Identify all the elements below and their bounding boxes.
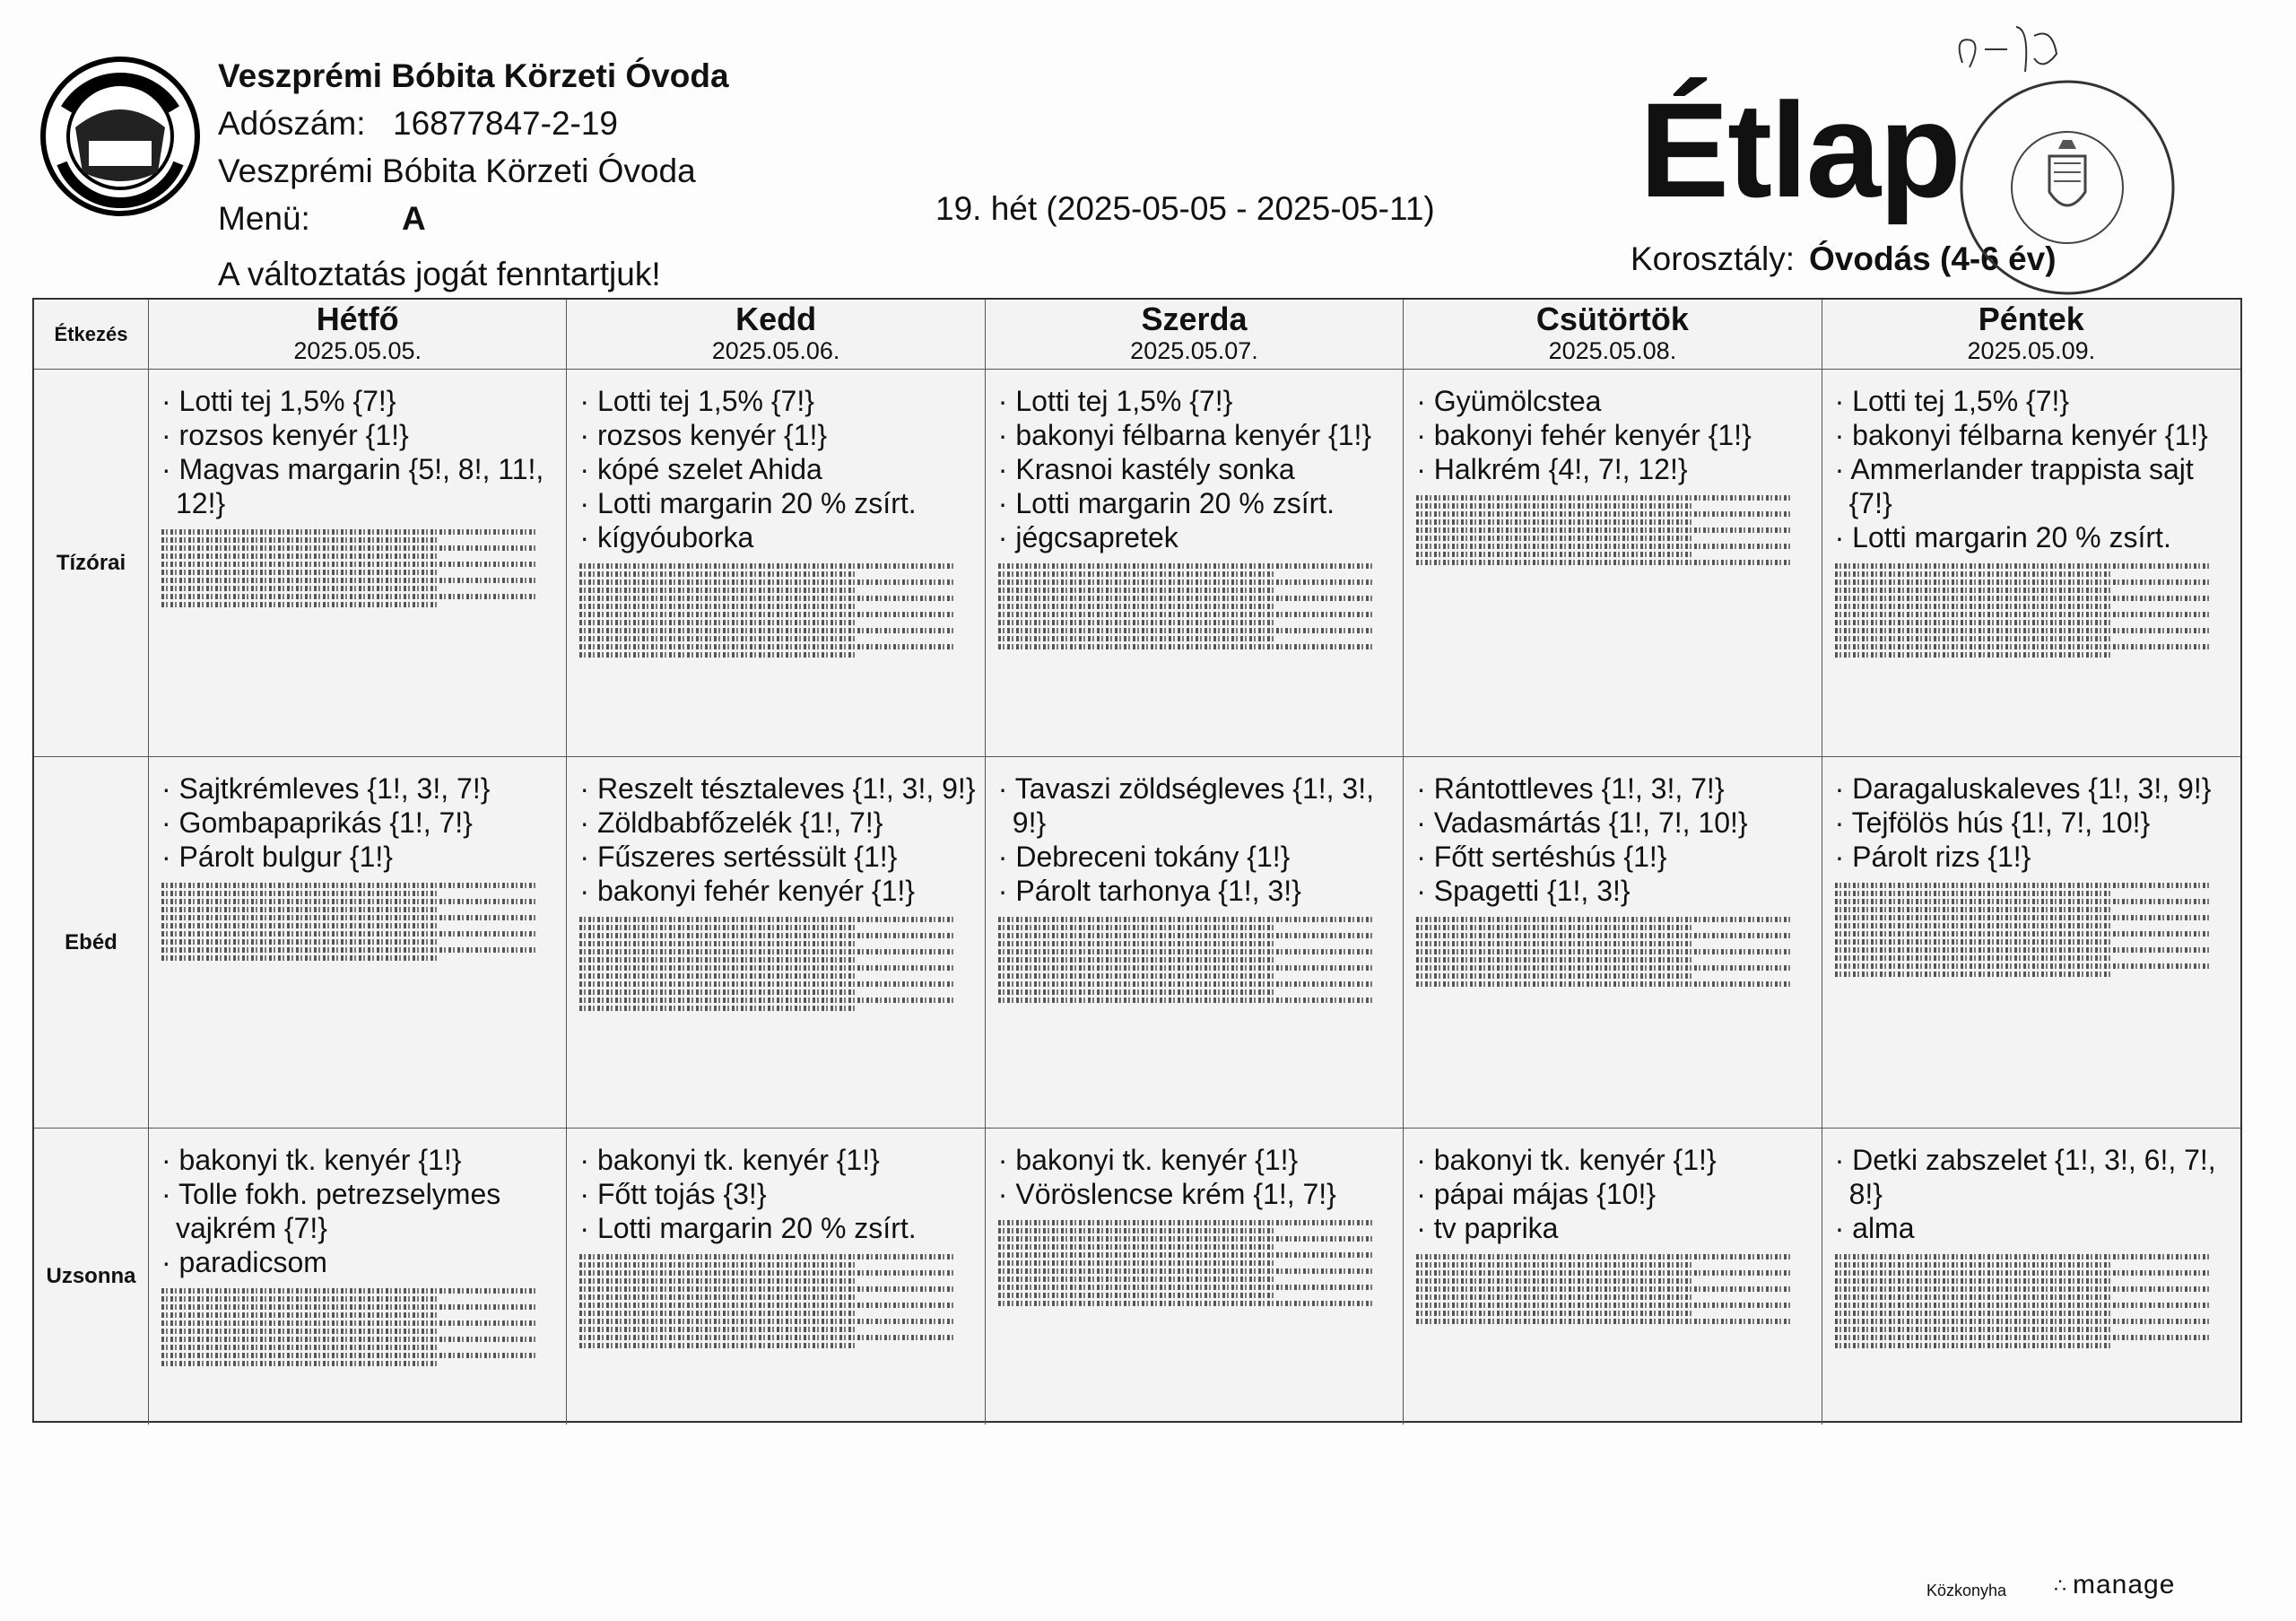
- nutrition-line: [1416, 941, 1693, 946]
- nutrition-line: [1416, 1262, 1693, 1268]
- day-date: 2025.05.06.: [711, 337, 840, 364]
- nutrition-line: [579, 981, 955, 987]
- nutrition-line: [579, 917, 955, 922]
- week-range: 19. hét (2025-05-05 - 2025-05-11): [935, 190, 1435, 227]
- nutrition-line: [1416, 536, 1693, 541]
- nutrition-line: [1835, 1262, 2113, 1268]
- nutrition-line: [1416, 949, 1792, 954]
- nutrition-line: [1835, 620, 2113, 625]
- nutrition-line: [1835, 604, 2113, 609]
- menu-item: · paradicsom: [161, 1245, 557, 1279]
- nutrition-line: [1416, 503, 1693, 509]
- nutrition-line: [1416, 965, 1792, 971]
- nutrition-line: [579, 1303, 955, 1308]
- nutrition-line: [998, 596, 1374, 601]
- nutrition-line: [1835, 1270, 2212, 1276]
- nutrition-line: [579, 636, 857, 641]
- nutrition-line: [579, 612, 955, 617]
- nutrition-line: [161, 1304, 537, 1310]
- menu-item-list: [1835, 384, 2231, 554]
- nutrition-line: [161, 1361, 439, 1366]
- menu-item: · Lotti tej 1,5% {7!}: [998, 384, 1394, 418]
- nutrition-line: [1416, 1319, 1792, 1324]
- menu-item: · Gombapaprikás {1!, 7!}: [161, 806, 557, 840]
- nutrition-info: [1416, 495, 1812, 565]
- nutrition-line: [161, 915, 537, 920]
- age-value: Óvodás (4-6 év): [1809, 240, 2057, 277]
- menu-item: · Lotti margarin 20 % zsírt.: [579, 486, 975, 520]
- menu-item: · rozsos kenyér {1!}: [161, 418, 557, 452]
- menu-item: · Vöröslencse krém {1!, 7!}: [998, 1177, 1394, 1211]
- menu-item: · Detki zabszelet {1!, 3!, 6!, 7!, 8!}: [1835, 1143, 2231, 1211]
- nutrition-line: [161, 1296, 439, 1302]
- menu-item: · Tejfölös hús {1!, 7!, 10!}: [1835, 806, 2231, 840]
- nutrition-line: [998, 989, 1275, 995]
- menu-item: · kígyóuborka: [579, 520, 975, 554]
- nutrition-info: [1416, 1254, 1812, 1324]
- nutrition-line: [998, 1268, 1374, 1274]
- nutrition-line: [161, 931, 537, 937]
- menu-item: · bakonyi tk. kenyér {1!}: [579, 1143, 975, 1177]
- menu-item: · Lotti margarin 20 % zsírt.: [998, 486, 1394, 520]
- nutrition-line: [161, 1312, 439, 1318]
- menu-item: · bakonyi félbarna kenyér {1!}: [1835, 418, 2231, 452]
- menu-item: · Lotti margarin 20 % zsírt.: [1835, 520, 2231, 554]
- nutrition-line: [998, 933, 1374, 938]
- menu-item: · Lotti margarin 20 % zsírt.: [579, 1211, 975, 1245]
- menu-cell: [149, 757, 567, 1129]
- menu-item: · Rántottleves {1!, 3!, 7!}: [1416, 771, 1812, 806]
- nutrition-line: [1835, 947, 2212, 953]
- nutrition-line: [1835, 907, 2113, 912]
- nutrition-line: [1416, 957, 1693, 963]
- nutrition-line: [1416, 973, 1693, 979]
- nutrition-line: [161, 578, 537, 583]
- nutrition-line: [1835, 636, 2113, 641]
- institution-name: Veszprémi Bóbita Körzeti Óvoda: [218, 153, 696, 189]
- nutrition-line: [998, 571, 1275, 577]
- nutrition-line: [1835, 644, 2212, 649]
- nutrition-line: [998, 925, 1275, 930]
- nutrition-line: [1416, 933, 1792, 938]
- nutrition-line: [579, 620, 857, 625]
- nutrition-line: [1835, 915, 2212, 920]
- nutrition-line: [161, 570, 439, 575]
- nutrition-line: [998, 628, 1374, 633]
- day-name: Szerda: [1141, 301, 1248, 337]
- nutrition-line: [1835, 628, 2212, 633]
- page-title: Étlap: [1639, 74, 1960, 225]
- menu-item: · Daragaluskaleves {1!, 3!, 9!}: [1835, 771, 2231, 806]
- menu-item: · tv paprika: [1416, 1211, 1812, 1245]
- nutrition-line: [161, 1353, 537, 1358]
- nutrition-line: [998, 1260, 1275, 1266]
- nutrition-line: [161, 1288, 537, 1294]
- nutrition-line: [1835, 563, 2212, 569]
- menu-cell: [567, 370, 985, 757]
- nutrition-line: [1416, 925, 1693, 930]
- nutrition-line: [998, 981, 1374, 987]
- nutrition-line: [1416, 981, 1792, 987]
- menu-item: · Tavaszi zöldségleves {1!, 3!, 9!}: [998, 771, 1394, 840]
- nutrition-line: [161, 594, 537, 599]
- menu-item-list: [161, 1143, 557, 1279]
- menu-cell: [149, 370, 567, 757]
- nutrition-line: [579, 1294, 857, 1300]
- tax-number: 16877847-2-19: [393, 105, 618, 142]
- menu-cell: [986, 757, 1404, 1129]
- nutrition-line: [1835, 596, 2212, 601]
- nutrition-line: [161, 1329, 439, 1334]
- nutrition-line: [1416, 917, 1792, 922]
- nutrition-line: [1835, 1327, 2113, 1332]
- nutrition-line: [579, 571, 857, 577]
- nutrition-line: [161, 1320, 537, 1326]
- menu-item-list: [579, 1143, 975, 1245]
- menu-item: · Főtt sertéshús {1!}: [1416, 840, 1812, 874]
- nutrition-line: [1835, 1319, 2212, 1324]
- nutrition-line: [998, 1244, 1275, 1250]
- menu-cell: [1404, 757, 1822, 1129]
- nutrition-line: [579, 1278, 857, 1284]
- nutrition-line: [161, 545, 537, 551]
- menu-item: · bakonyi fehér kenyér {1!}: [579, 874, 975, 908]
- nutrition-info: [579, 563, 975, 658]
- nutrition-info: [1835, 1254, 2231, 1348]
- nutrition-line: [1416, 552, 1693, 557]
- menu-item: · Lotti tej 1,5% {7!}: [161, 384, 557, 418]
- menu-item-list: [579, 384, 975, 554]
- nutrition-line: [998, 957, 1275, 963]
- nutrition-line: [998, 588, 1275, 593]
- nutrition-line: [161, 939, 439, 945]
- tax-label: Adószám:: [218, 105, 366, 142]
- nutrition-line: [998, 917, 1374, 922]
- nutrition-line: [998, 636, 1275, 641]
- menu-item: · Halkrém {4!, 7!, 12!}: [1416, 452, 1812, 486]
- nutrition-line: [1416, 511, 1792, 517]
- menu-cell: [986, 370, 1404, 757]
- nutrition-line: [998, 1293, 1275, 1298]
- nutrition-line: [579, 563, 955, 569]
- menu-cell: [1404, 1129, 1822, 1425]
- nutrition-line: [579, 1335, 955, 1340]
- nutrition-line: [161, 883, 537, 888]
- menu-table: [32, 298, 2242, 1423]
- age-label: Korosztály:: [1631, 240, 1796, 277]
- nutrition-line: [579, 628, 955, 633]
- nutrition-line: [161, 537, 439, 543]
- nutrition-line: [998, 604, 1275, 609]
- menu-item-list: [1835, 1143, 2231, 1245]
- nutrition-line: [998, 1228, 1275, 1233]
- menu-item: · Debreceni tokány {1!}: [998, 840, 1394, 874]
- notice-text: A változtatás jogát fenntartjuk!: [218, 256, 661, 292]
- nutrition-line: [1835, 1343, 2113, 1348]
- nutrition-line: [1835, 963, 2212, 969]
- nutrition-line: [1835, 1303, 2212, 1308]
- menu-label: Menü:: [218, 200, 310, 237]
- nutrition-line: [998, 949, 1374, 954]
- nutrition-info: [161, 1288, 557, 1366]
- nutrition-line: [998, 998, 1374, 1003]
- nutrition-line: [161, 891, 439, 896]
- day-date: 2025.05.09.: [1967, 337, 2096, 364]
- menu-value: A: [402, 200, 426, 237]
- dots-icon: ∴: [2054, 1574, 2067, 1598]
- nutrition-line: [579, 1006, 857, 1011]
- menu-cell: [1822, 370, 2240, 757]
- nutrition-info: [1416, 917, 1812, 987]
- nutrition-line: [1835, 939, 2113, 945]
- menu-item: · alma: [1835, 1211, 2231, 1245]
- menu-item-list: [1416, 1143, 1812, 1245]
- menu-item: · Tolle fokh. petrezselymes vajkrém {7!}: [161, 1177, 557, 1245]
- nutrition-line: [1416, 1278, 1693, 1284]
- nutrition-line: [1835, 972, 2113, 977]
- nutrition-line: [161, 907, 439, 912]
- meal-label: Ebéd: [34, 757, 149, 1129]
- day-name: Péntek: [1978, 301, 2084, 337]
- menu-item: · Ammerlander trappista sajt {7!}: [1835, 452, 2231, 520]
- menu-item-list: [161, 384, 557, 520]
- nutrition-line: [579, 957, 857, 963]
- menu-item: · bakonyi tk. kenyér {1!}: [1416, 1143, 1812, 1177]
- menu-item-list: [998, 384, 1394, 554]
- nutrition-line: [1835, 1254, 2212, 1259]
- menu-item: · Párolt tarhonya {1!, 3!}: [998, 874, 1394, 908]
- menu-item: · Párolt bulgur {1!}: [161, 840, 557, 874]
- menu-item-list: [1835, 771, 2231, 874]
- nutrition-line: [1835, 1311, 2113, 1316]
- nutrition-line: [998, 612, 1374, 617]
- nutrition-line: [998, 563, 1374, 569]
- nutrition-line: [1416, 1270, 1792, 1276]
- nutrition-line: [579, 596, 955, 601]
- manage-logo: [2054, 1570, 2175, 1600]
- footer-brand: Közkonyha: [1926, 1582, 2007, 1599]
- nutrition-line: [1416, 519, 1693, 525]
- menu-item: · Magvas margarin {5!, 8!, 11!, 12!}: [161, 452, 557, 520]
- nutrition-info: [1835, 883, 2231, 977]
- menu-item-list: [1416, 771, 1812, 908]
- day-name: Csütörtök: [1535, 301, 1689, 337]
- nutrition-line: [161, 923, 439, 928]
- nutrition-line: [1416, 560, 1792, 565]
- nutrition-line: [579, 604, 857, 609]
- nutrition-line: [579, 1343, 857, 1348]
- nutrition-line: [998, 620, 1275, 625]
- nutrition-line: [579, 1254, 955, 1259]
- nutrition-line: [579, 580, 955, 585]
- menu-cell: [1404, 370, 1822, 757]
- nutrition-line: [1835, 923, 2113, 928]
- nutrition-line: [998, 965, 1374, 971]
- menu-item: · Gyümölcstea: [1416, 384, 1812, 418]
- menu-item: · Lotti tej 1,5% {7!}: [579, 384, 975, 418]
- nutrition-line: [161, 602, 439, 607]
- nutrition-line: [1416, 495, 1792, 501]
- nutrition-line: [998, 1220, 1374, 1225]
- nutrition-line: [579, 1262, 857, 1268]
- meal-label: Uzsonna: [34, 1129, 149, 1425]
- nutrition-line: [579, 973, 857, 979]
- nutrition-line: [579, 1270, 955, 1276]
- nutrition-line: [1835, 1294, 2113, 1300]
- nutrition-line: [998, 1236, 1374, 1242]
- nutrition-line: [161, 947, 537, 953]
- nutrition-line: [579, 998, 955, 1003]
- nutrition-info: [579, 1254, 975, 1348]
- menu-cell: [1822, 757, 2240, 1129]
- nutrition-line: [579, 644, 955, 649]
- menu-cell: [567, 757, 985, 1129]
- menu-item: · Főtt tojás {3!}: [579, 1177, 975, 1211]
- kozkonyha-logo: [39, 56, 201, 217]
- nutrition-line: [1835, 891, 2113, 896]
- day-header-monday: [149, 300, 567, 370]
- manage-logo-text: manage: [2073, 1570, 2176, 1599]
- nutrition-line: [1416, 1303, 1792, 1308]
- nutrition-line: [1835, 612, 2212, 617]
- nutrition-line: [579, 933, 955, 938]
- day-name: Kedd: [735, 301, 817, 337]
- menu-item: · rozsos kenyér {1!}: [579, 418, 975, 452]
- nutrition-line: [161, 553, 439, 559]
- nutrition-line: [579, 588, 857, 593]
- day-name: Hétfő: [316, 301, 399, 337]
- day-header-thursday: [1404, 300, 1822, 370]
- menu-item: · kópé szelet Ahida: [579, 452, 975, 486]
- day-date: 2025.05.05.: [293, 337, 422, 364]
- nutrition-line: [579, 1311, 857, 1316]
- nutrition-line: [1416, 1294, 1693, 1300]
- nutrition-info: [1835, 563, 2231, 658]
- menu-cell: [567, 1129, 985, 1425]
- menu-item-list: [161, 771, 557, 874]
- nutrition-line: [161, 1337, 537, 1342]
- menu-item: · bakonyi tk. kenyér {1!}: [161, 1143, 557, 1177]
- menu-item: · Sajtkrémleves {1!, 3!, 7!}: [161, 771, 557, 806]
- organization-name: Veszprémi Bóbita Körzeti Óvoda: [218, 57, 729, 94]
- nutrition-line: [998, 644, 1374, 649]
- menu-item-list: [998, 771, 1394, 908]
- menu-item: · bakonyi fehér kenyér {1!}: [1416, 418, 1812, 452]
- nutrition-line: [998, 1252, 1374, 1258]
- menu-cell: [1822, 1129, 2240, 1425]
- nutrition-line: [161, 562, 537, 567]
- nutrition-line: [998, 941, 1275, 946]
- menu-cell: [986, 1129, 1404, 1425]
- day-header-tuesday: [567, 300, 985, 370]
- day-header-friday: [1822, 300, 2240, 370]
- institution-stamp: [1955, 75, 2179, 300]
- menu-item: · pápai májas {10!}: [1416, 1177, 1812, 1211]
- menu-item-list: [998, 1143, 1394, 1211]
- header-block: [218, 52, 729, 242]
- nutrition-line: [161, 899, 537, 904]
- corner-header: Étkezés: [34, 300, 149, 370]
- nutrition-info: [579, 917, 975, 1011]
- nutrition-line: [579, 949, 955, 954]
- day-header-wednesday: [986, 300, 1404, 370]
- nutrition-info: [998, 917, 1394, 1003]
- nutrition-line: [1416, 1286, 1792, 1292]
- day-date: 2025.05.07.: [1130, 337, 1258, 364]
- menu-item: · Spagetti {1!, 3!}: [1416, 874, 1812, 908]
- nutrition-line: [998, 973, 1275, 979]
- nutrition-info: [161, 883, 557, 961]
- nutrition-line: [579, 652, 857, 658]
- nutrition-line: [998, 1301, 1374, 1306]
- nutrition-line: [579, 989, 857, 995]
- menu-item: · Párolt rizs {1!}: [1835, 840, 2231, 874]
- nutrition-line: [579, 925, 857, 930]
- day-date: 2025.05.08.: [1548, 337, 1677, 364]
- nutrition-line: [1835, 571, 2113, 577]
- nutrition-line: [579, 965, 955, 971]
- nutrition-line: [1416, 544, 1792, 549]
- nutrition-line: [1835, 580, 2212, 585]
- meal-label: Tízórai: [34, 370, 149, 757]
- nutrition-line: [579, 1319, 955, 1324]
- nutrition-line: [579, 941, 857, 946]
- menu-item: · Reszelt tésztaleves {1!, 3!, 9!}: [579, 771, 975, 806]
- nutrition-info: [998, 1220, 1394, 1306]
- menu-item-list: [579, 771, 975, 908]
- nutrition-line: [1416, 1254, 1792, 1259]
- nutrition-line: [1416, 1311, 1693, 1316]
- nutrition-line: [161, 955, 439, 961]
- menu-item: · Fűszeres sertéssült {1!}: [579, 840, 975, 874]
- nutrition-line: [161, 586, 439, 591]
- nutrition-info: [998, 563, 1394, 649]
- nutrition-line: [1835, 883, 2212, 888]
- nutrition-line: [1835, 1278, 2113, 1284]
- menu-item: · bakonyi tk. kenyér {1!}: [998, 1143, 1394, 1177]
- nutrition-line: [998, 580, 1374, 585]
- nutrition-line: [1835, 652, 2113, 658]
- nutrition-line: [579, 1286, 955, 1292]
- menu-item: · Krasnoi kastély sonka: [998, 452, 1394, 486]
- nutrition-line: [998, 1277, 1275, 1282]
- nutrition-line: [1835, 1286, 2212, 1292]
- nutrition-line: [161, 529, 537, 535]
- nutrition-line: [161, 1345, 439, 1350]
- nutrition-line: [1835, 588, 2113, 593]
- menu-item: · Zöldbabfőzelék {1!, 7!}: [579, 806, 975, 840]
- nutrition-line: [1835, 899, 2212, 904]
- nutrition-line: [1835, 1335, 2212, 1340]
- nutrition-line: [1835, 955, 2113, 961]
- menu-item-list: [1416, 384, 1812, 486]
- menu-item: · jégcsapretek: [998, 520, 1394, 554]
- nutrition-line: [579, 1327, 857, 1332]
- menu-item: · Vadasmártás {1!, 7!, 10!}: [1416, 806, 1812, 840]
- menu-item: · Lotti tej 1,5% {7!}: [1835, 384, 2231, 418]
- nutrition-line: [1835, 931, 2212, 937]
- nutrition-line: [998, 1285, 1374, 1290]
- nutrition-line: [1416, 527, 1792, 533]
- menu-item: · bakonyi félbarna kenyér {1!}: [998, 418, 1394, 452]
- nutrition-info: [161, 529, 557, 607]
- menu-cell: [149, 1129, 567, 1425]
